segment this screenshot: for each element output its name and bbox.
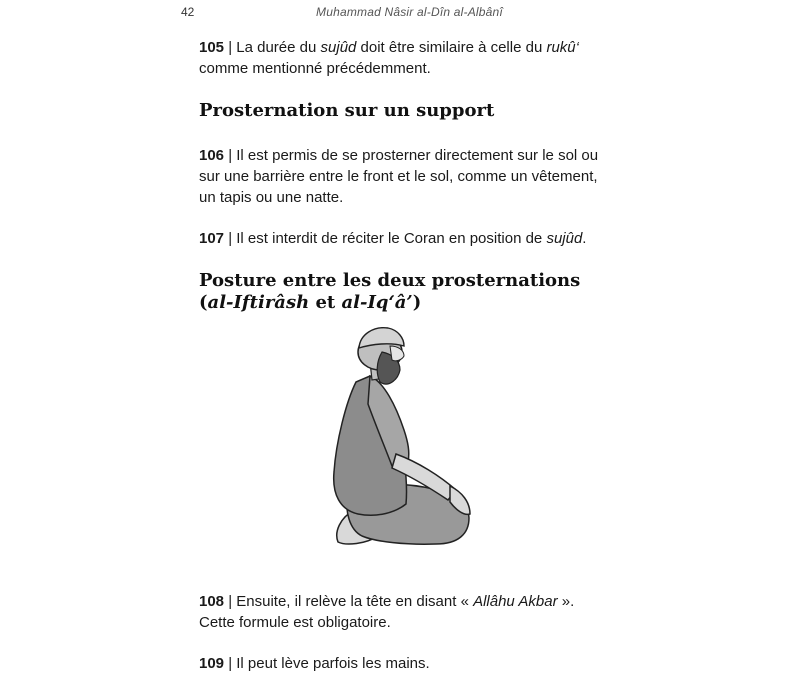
paragraph-109 xyxy=(199,653,609,674)
paragraph-number: 107 xyxy=(199,230,225,247)
separator: | xyxy=(224,147,237,164)
heading-line-1: Posture entre les deux prosternations xyxy=(199,270,581,291)
text: Il est permis de se prosterner directement sur le sol ou sur une barrière entre le front et le sol, comme un vêtement, un tapis ou une natte. xyxy=(199,147,599,206)
term-sujud: sujûd xyxy=(320,39,357,56)
section-heading-prosternation-support: Prosternation sur un support xyxy=(199,100,495,121)
paragraph-number: 106 xyxy=(199,147,225,164)
paragraph-107 xyxy=(199,228,609,249)
paren-open: ( xyxy=(199,292,208,313)
term-iqa: al-Iq‘â’ xyxy=(341,292,413,313)
heading-line-2 xyxy=(199,292,580,314)
text: Il peut lève parfois les mains. xyxy=(236,655,430,672)
text: doit être similaire à celle du xyxy=(356,39,547,56)
paragraph-105 xyxy=(199,37,609,79)
term-sujud: sujûd xyxy=(546,230,583,247)
term-allahu-akbar: Allâhu Akbar xyxy=(473,593,558,610)
sitting-posture-illustration xyxy=(326,322,476,552)
separator: | xyxy=(224,230,237,247)
text: ». Cette formule est obligatoire. xyxy=(199,593,575,631)
section-heading-posture xyxy=(199,270,580,314)
paragraph-106 xyxy=(199,145,609,208)
separator: | xyxy=(224,593,237,610)
text: La durée du xyxy=(236,39,321,56)
heading-connector: et xyxy=(309,292,342,313)
separator: | xyxy=(224,39,237,56)
page-number: 42 xyxy=(181,5,195,19)
paragraph-number: 109 xyxy=(199,655,225,672)
text: comme mentionné précédemment. xyxy=(199,60,431,77)
term-ruku: rukû‘ xyxy=(546,39,579,56)
separator: | xyxy=(224,655,237,672)
paragraph-number: 108 xyxy=(199,593,225,610)
paren-close: ) xyxy=(412,292,422,313)
paragraph-number: 105 xyxy=(199,39,225,56)
paragraph-108 xyxy=(199,591,609,633)
text: Ensuite, il relève la tête en disant « xyxy=(236,593,474,610)
text: Il est interdit de réciter le Coran en position de xyxy=(236,230,547,247)
text: . xyxy=(582,230,587,247)
running-header: Muhammad Nâsir al-Dîn al-Albânî xyxy=(316,5,503,19)
term-iftirash: al-Iftirâsh xyxy=(207,292,310,313)
